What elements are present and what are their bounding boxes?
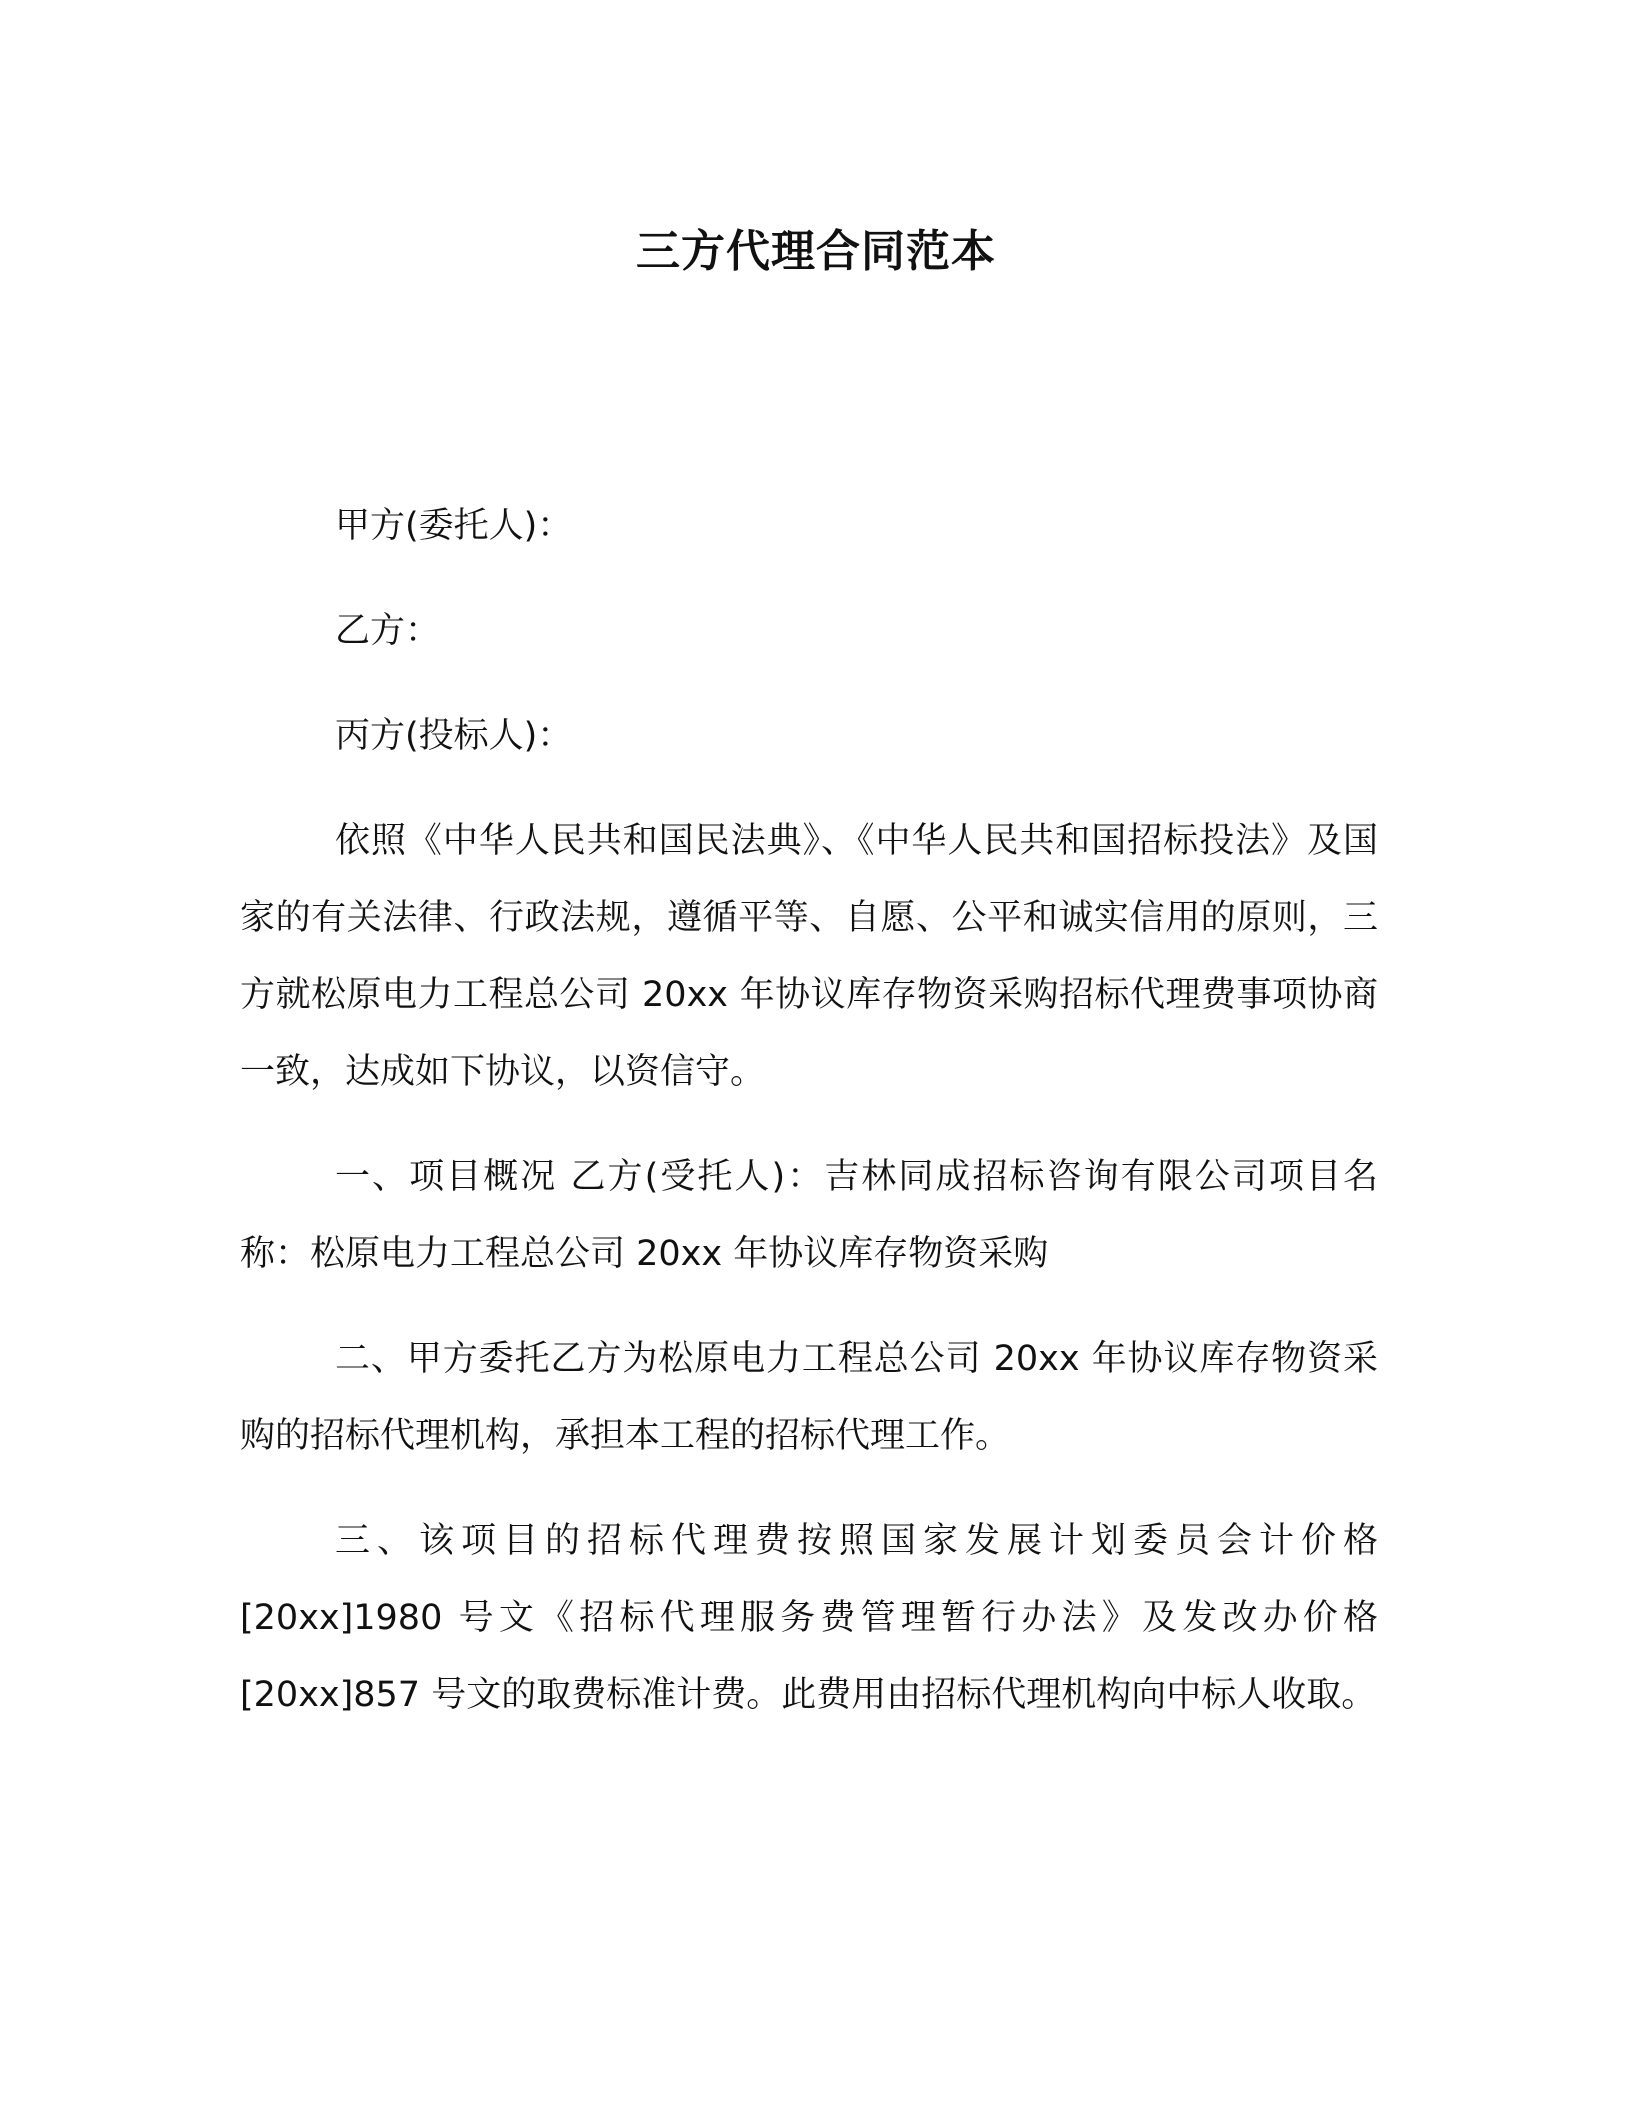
party-c-line: 丙方(投标人)： <box>335 716 573 756</box>
party-a-line: 甲方(委托人)： <box>335 506 573 546</box>
document-body <box>240 488 1378 1762</box>
clause-1-paragraph: 一、项目概况 乙方(受托人)：吉林同成招标咨询有限公司项目名称：松原电力工程总公司 20xx 年协议库存物资采购 <box>240 1157 1378 1274</box>
clause-3-paragraph: 三、该项目的招标代理费按照国家发展计划委员会计价格[20xx]1980 号文《招标代理服务费管理暂行办法》及发改办价格[20xx]857 号文的取费标准计费。此费用由招标代理机构向中标人收取。 <box>240 1521 1378 1715</box>
document-title: 三方代理合同范本 <box>636 226 996 277</box>
party-b-line: 乙方： <box>335 611 441 651</box>
preamble-paragraph: 依照《中华人民共和国民法典》、《中华人民共和国招标投法》及国家的有关法律、行政法规，遵循平等、自愿、公平和诚实信用的原则，三方就松原电力工程总公司 20xx 年协议库存物资采购招标代理费事项协商一致，达成如下协议，以资信守。 <box>240 821 1378 1092</box>
clause-2-paragraph: 二、甲方委托乙方为松原电力工程总公司 20xx 年协议库存物资采购的招标代理机构，承担本工程的招标代理工作。 <box>240 1339 1378 1456</box>
